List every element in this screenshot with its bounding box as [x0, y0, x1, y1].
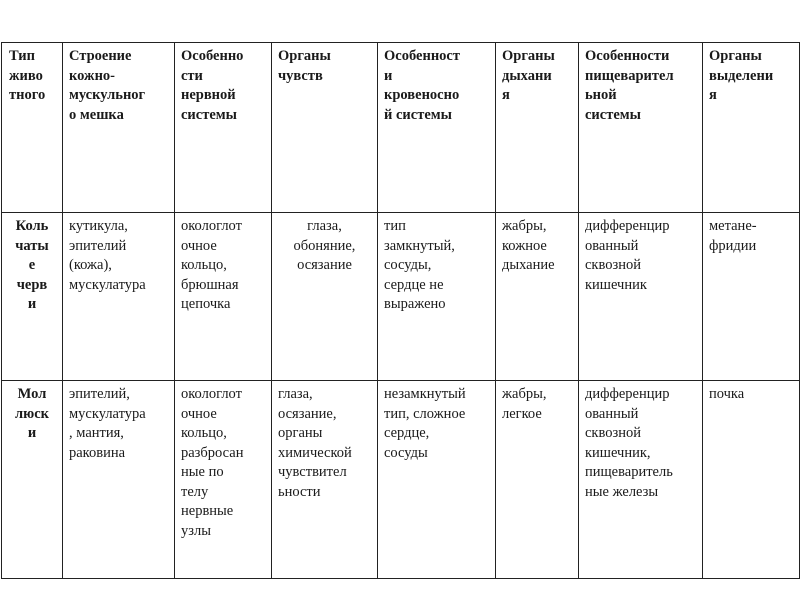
header-skin-muscle-sac: Строение кожно- мускульног о мешка: [63, 43, 175, 213]
table-cell: почка: [703, 381, 800, 579]
table-cell: глаза, осязание, органы химической чувствител ьности: [272, 381, 378, 579]
table-cell: метане- фридии: [703, 213, 800, 381]
header-nervous-system: Особенно сти нервной системы: [175, 43, 272, 213]
table-cell: окологлот очное кольцо, разбросан ные по телу нервные узлы: [175, 381, 272, 579]
header-digestive-system: Особенности пищеварител ьной системы: [579, 43, 703, 213]
table-row: [2, 213, 800, 381]
table-cell: незамкнутый тип, сложное сердце, сосуды: [378, 381, 496, 579]
header-row: [2, 43, 800, 213]
header-circulatory-system: Особенност и кровеносно й системы: [378, 43, 496, 213]
table-cell: дифференцир ованный сквозной кишечник, пищеваритель ные железы: [579, 381, 703, 579]
table-cell: жабры, кожное дыхание: [496, 213, 579, 381]
table-cell: жабры, легкое: [496, 381, 579, 579]
table-cell: кутикула, эпителий (кожа), мускулатура: [63, 213, 175, 381]
comparison-table: [1, 42, 800, 579]
row-label-mollusks: Мол люск и: [2, 381, 63, 579]
table-cell: глаза, обоняние, осязание: [272, 213, 378, 381]
header-sense-organs: Органы чувств: [272, 43, 378, 213]
table-cell: дифференцир ованный сквозной кишечник: [579, 213, 703, 381]
row-label-annelids: Коль чаты е черв и: [2, 213, 63, 381]
table-cell: тип замкнутый, сосуды, сердце не выражено: [378, 213, 496, 381]
table-cell: окологлот очное кольцо, брюшная цепочка: [175, 213, 272, 381]
table-row: [2, 381, 800, 579]
header-respiratory-organs: Органы дыхани я: [496, 43, 579, 213]
table-cell: эпителий, мускулатура , мантия, раковина: [63, 381, 175, 579]
header-excretory-organs: Органы выделени я: [703, 43, 800, 213]
header-animal-type: Тип живо тного: [2, 43, 63, 213]
